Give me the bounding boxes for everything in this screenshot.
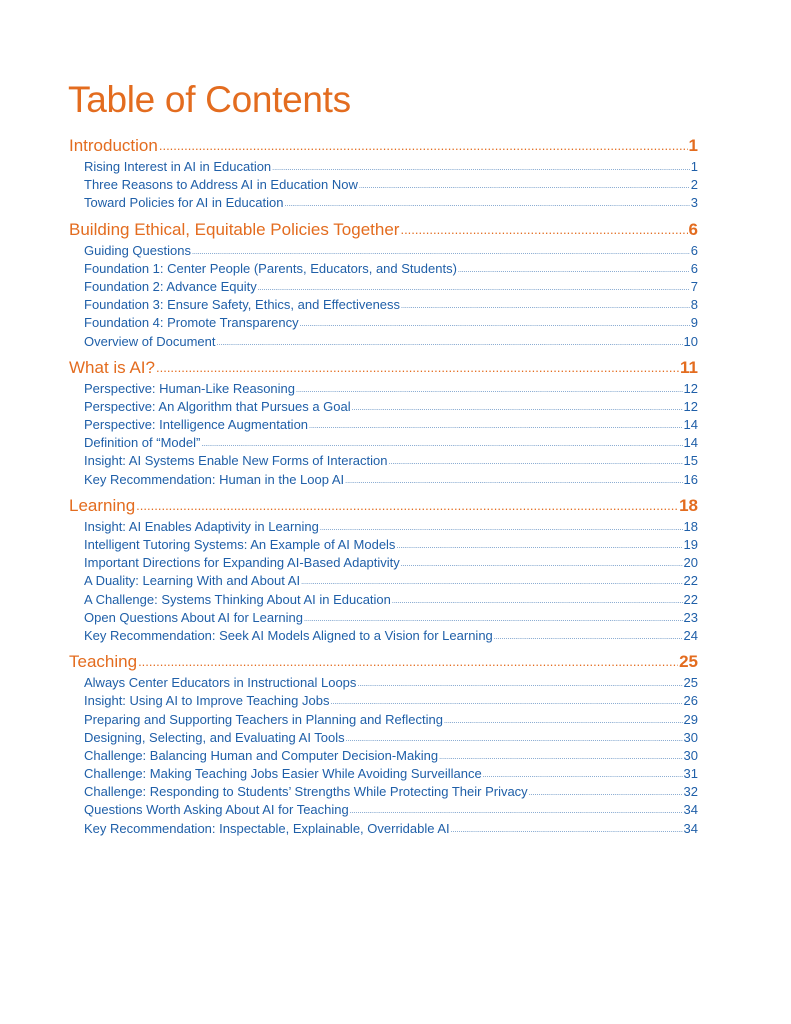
toc-entry[interactable] (69, 278, 698, 296)
entry-title: Rising Interest in AI in Education (84, 159, 272, 174)
dot-leader (258, 280, 690, 298)
entry-page-number: 12 (683, 380, 698, 396)
toc-entry[interactable] (69, 333, 698, 351)
toc-entry[interactable] (69, 674, 698, 692)
section-title: What is AI? (69, 357, 155, 377)
entry-title: Insight: Using AI to Improve Teaching Jobs (84, 693, 330, 709)
dot-leader (345, 473, 682, 491)
entry-title: Key Recommendation: Human in the Loop AI (84, 471, 345, 487)
entry-page-number: 14 (683, 417, 698, 433)
toc-entry[interactable] (69, 729, 698, 747)
dot-leader (309, 418, 683, 436)
dot-leader (401, 298, 690, 316)
entry-title: Insight: AI Systems Enable New Forms of Interaction (84, 453, 388, 469)
entry-title: Always Center Educators in Instructional Loops (84, 675, 357, 691)
toc-entry[interactable] (69, 194, 698, 212)
entry-page-number: 1 (690, 159, 698, 174)
entry-page-number: 20 (683, 555, 698, 571)
entry-title: Perspective: Human-Like Reasoning (84, 380, 295, 396)
dot-leader (272, 160, 690, 178)
entry-title: Questions Worth Asking About AI for Teaching (84, 802, 349, 818)
dot-leader (529, 785, 683, 803)
table-of-contents (69, 134, 698, 838)
dot-leader (444, 713, 683, 731)
dot-leader (217, 335, 683, 353)
entry-title: A Duality: Learning With and About AI (84, 573, 301, 589)
toc-entry[interactable] (69, 801, 698, 819)
entry-title: Open Questions About AI for Learning (84, 609, 303, 625)
entry-title: Foundation 2: Advance Equity (84, 278, 257, 294)
entry-page-number: 32 (683, 784, 698, 800)
dot-leader (400, 218, 687, 242)
dot-leader (300, 316, 690, 334)
dot-leader (284, 196, 689, 214)
toc-entry[interactable] (69, 380, 698, 398)
section-page-number: 6 (688, 219, 698, 239)
entry-title: Perspective: An Algorithm that Pursues a Goal (84, 398, 351, 414)
entry-title: Key Recommendation: Seek AI Models Aligned to a Vision for Learning (84, 627, 493, 643)
toc-entry[interactable] (69, 518, 698, 536)
entry-page-number: 26 (683, 693, 698, 709)
dot-leader (439, 749, 682, 767)
section-title: Building Ethical, Equitable Policies Together (69, 219, 400, 239)
entry-title: Foundation 3: Ensure Safety, Ethics, and Effectiveness (84, 297, 401, 313)
toc-entry[interactable] (69, 820, 698, 838)
entry-page-number: 31 (683, 766, 698, 782)
dot-leader (350, 803, 683, 821)
entry-title: A Challenge: Systems Thinking About AI in Education (84, 591, 391, 607)
entry-page-number: 3 (690, 195, 698, 211)
section-page-number: 1 (688, 136, 698, 155)
entry-page-number: 22 (683, 591, 698, 607)
entry-title: Insight: AI Enables Adaptivity in Learning (84, 518, 319, 534)
entry-page-number: 2 (690, 177, 698, 193)
entry-page-number: 8 (690, 297, 698, 313)
entry-title: Intelligent Tutoring Systems: An Example of AI Models (84, 537, 396, 552)
entry-title: Foundation 1: Center People (Parents, Educators, and Students) (84, 260, 457, 276)
dot-leader (201, 436, 682, 454)
dot-leader (136, 494, 678, 518)
dot-leader (401, 556, 683, 574)
entry-title: Definition of “Model” (84, 435, 201, 451)
entry-page-number: 12 (683, 398, 698, 414)
toc-section-heading[interactable] (69, 134, 698, 158)
entry-page-number: 9 (690, 315, 698, 331)
entry-title: Designing, Selecting, and Evaluating AI Tools (84, 729, 345, 745)
dot-leader (138, 650, 678, 674)
toc-entry[interactable] (69, 398, 698, 416)
section-page-number: 11 (680, 357, 698, 377)
section-title: Introduction (69, 136, 158, 155)
toc-entry[interactable] (69, 452, 698, 470)
entry-page-number: 30 (683, 729, 698, 745)
entry-title: Perspective: Intelligence Augmentation (84, 417, 309, 433)
page-title: Table of Contents (68, 79, 351, 120)
entry-title: Important Directions for Expanding AI-Based Adaptivity (84, 555, 400, 571)
entry-page-number: 29 (683, 711, 698, 727)
toc-entry[interactable] (69, 692, 698, 710)
entry-title: Key Recommendation: Inspectable, Explainable, Overridable AI (84, 820, 450, 836)
toc-entry[interactable] (69, 591, 698, 609)
dot-leader (296, 382, 683, 400)
dot-leader (483, 767, 683, 785)
entry-page-number: 15 (683, 453, 698, 469)
entry-page-number: 24 (683, 627, 698, 643)
toc-section-heading[interactable] (69, 494, 698, 518)
entry-title: Challenge: Balancing Human and Computer Decision-Making (84, 747, 439, 763)
toc-entry[interactable] (69, 783, 698, 801)
entry-page-number: 34 (683, 820, 698, 836)
dot-leader (458, 262, 690, 280)
entry-page-number: 16 (683, 471, 698, 487)
entry-title: Challenge: Making Teaching Jobs Easier While Avoiding Surveillance (84, 766, 482, 782)
entry-page-number: 23 (683, 609, 698, 625)
toc-entry[interactable] (69, 260, 698, 278)
toc-entry[interactable] (69, 747, 698, 765)
toc-entry[interactable] (69, 572, 698, 590)
toc-entry[interactable] (69, 296, 698, 314)
toc-section-heading[interactable] (69, 356, 698, 380)
entry-title: Toward Policies for AI in Education (84, 195, 284, 211)
section-page-number: 25 (679, 652, 698, 672)
dot-leader (494, 629, 683, 647)
entry-page-number: 22 (683, 573, 698, 589)
toc-entry[interactable] (69, 176, 698, 194)
toc-entry[interactable] (69, 242, 698, 260)
toc-entry[interactable] (69, 416, 698, 434)
toc-entry[interactable] (69, 536, 698, 554)
section-title: Teaching (69, 652, 138, 672)
dot-leader (304, 611, 683, 629)
entry-page-number: 14 (683, 435, 698, 451)
dot-leader (451, 822, 683, 840)
dot-leader (159, 134, 688, 158)
entry-page-number: 10 (683, 333, 698, 349)
entry-title: Overview of Document (84, 333, 216, 349)
dot-leader (396, 538, 682, 556)
dot-leader (357, 676, 682, 694)
entry-page-number: 6 (690, 260, 698, 276)
entry-title: Guiding Questions (84, 242, 191, 258)
entry-page-number: 25 (683, 675, 698, 691)
toc-entry[interactable] (69, 765, 698, 783)
entry-title: Challenge: Responding to Students’ Strengths While Protecting Their Privacy (84, 784, 528, 800)
dot-leader (156, 356, 679, 380)
entry-page-number: 19 (683, 537, 698, 552)
dot-leader (330, 694, 682, 712)
toc-section-heading[interactable] (69, 650, 698, 674)
entry-title: Three Reasons to Address AI in Education Now (84, 177, 358, 193)
entry-page-number: 7 (690, 278, 698, 294)
dot-leader (392, 593, 683, 611)
entry-page-number: 6 (690, 242, 698, 258)
entry-page-number: 18 (683, 518, 698, 534)
toc-entry[interactable] (69, 471, 698, 489)
dot-leader (359, 178, 690, 196)
section-page-number: 18 (679, 495, 698, 515)
dot-leader (346, 731, 683, 749)
toc-entry[interactable] (69, 434, 698, 452)
toc-section-heading[interactable] (69, 218, 698, 242)
entry-title: Preparing and Supporting Teachers in Planning and Reflecting (84, 711, 443, 727)
section-title: Learning (69, 495, 136, 515)
toc-entry[interactable] (69, 711, 698, 729)
dot-leader (301, 574, 682, 592)
dot-leader (388, 454, 682, 472)
toc-entry[interactable] (69, 554, 698, 572)
dot-leader (192, 244, 690, 262)
toc-entry[interactable] (69, 627, 698, 645)
toc-entry[interactable] (69, 158, 698, 176)
entry-page-number: 30 (683, 747, 698, 763)
entry-title: Foundation 4: Promote Transparency (84, 315, 299, 331)
toc-entry[interactable] (69, 609, 698, 627)
toc-entry[interactable] (69, 314, 698, 332)
dot-leader (352, 400, 683, 418)
dot-leader (320, 520, 683, 538)
entry-page-number: 34 (683, 802, 698, 818)
